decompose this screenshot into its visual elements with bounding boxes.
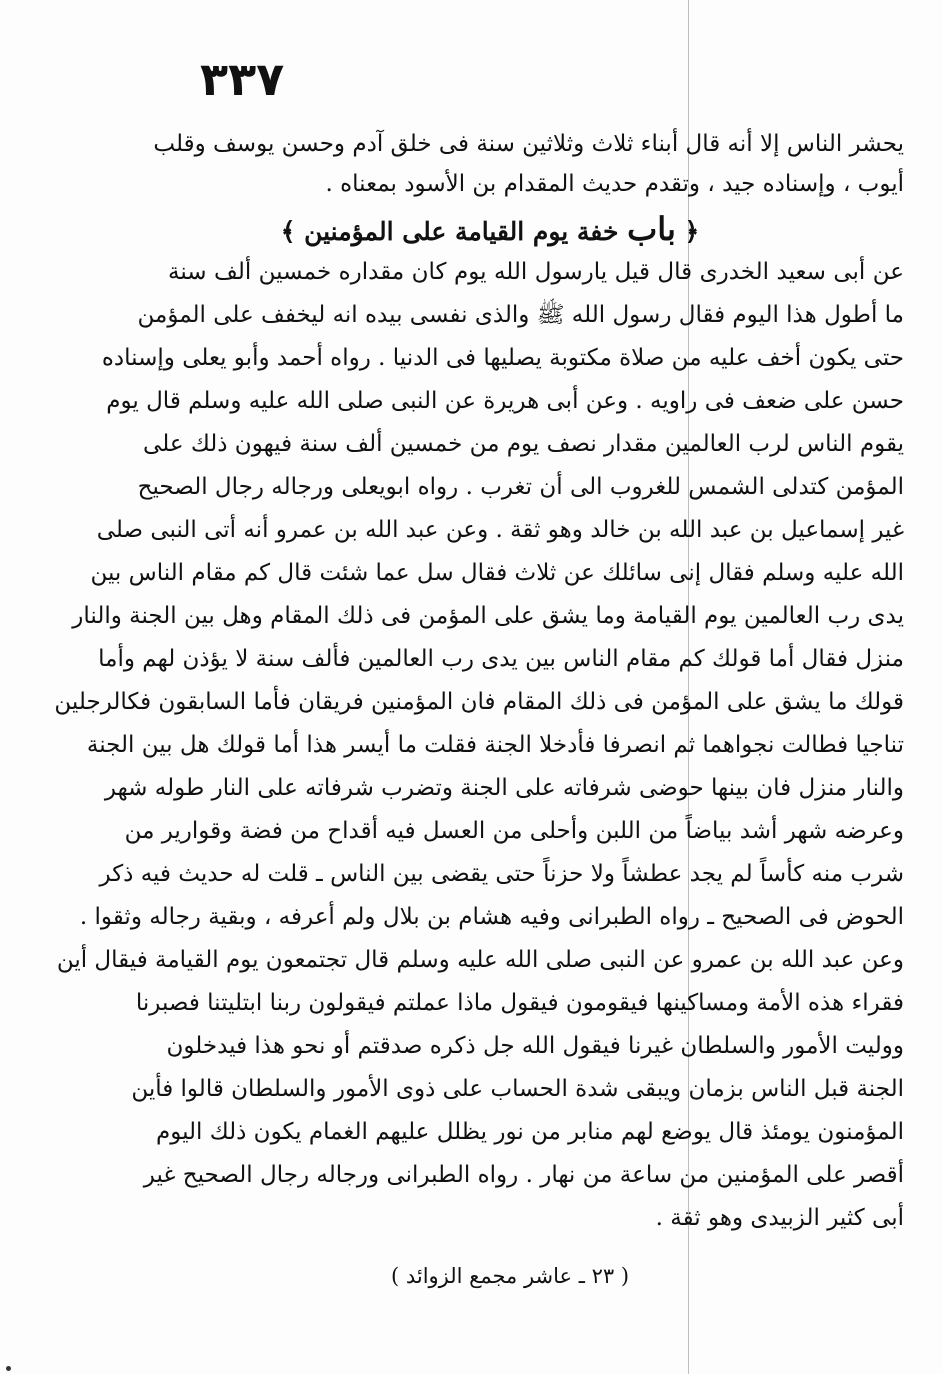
body-line: غير إسماعيل بن عبد الله بن خالد وهو ثقة . وعن عبد الله بن عمرو أنه أتى النبى صلى — [96, 517, 904, 543]
body-line: الله عليه وسلم فقال إنى سائلك عن ثلاث فقال سل عما شئت قال كم مقام الناس بين — [90, 560, 904, 586]
body-line: ووليت الأمور والسلطان غيرنا فيقول الله جل ذكره صدقتم أو نحو هذا فيدخلون — [166, 1033, 904, 1059]
scan-speck — [6, 1366, 11, 1371]
body-line: عن أبى سعيد الخدرى قال قيل يارسول الله يوم كان مقداره خمسين ألف سنة — [168, 259, 904, 285]
body-line: يقوم الناس لرب العالمين مقدار نصف يوم من خمسين ألف سنة فيهون ذلك على — [143, 431, 904, 457]
heading-bracket-open: ﴿ — [684, 217, 700, 246]
body-line: الحوض فى الصحيح ـ رواه الطبرانى وفيه هشام بن بلال ولم أعرفه ، وبقية رجاله وثقوا . — [79, 904, 904, 930]
body-line: منزل فقال أما قولك كم مقام الناس بين يدى رب العالمين فألف سنة لا يؤذن لهم وأما — [98, 646, 904, 672]
body-line: شرب منه كأساً لم يجد عطشاً ولا حزناً حتى يقضى بين الناس ـ قلت له حديث فيه ذكر — [99, 861, 904, 887]
body-line: والنار منزل فان بينها حوضى شرفاته على الجنة وتضرب شرفاته على النار طوله شهر — [104, 775, 904, 801]
body-line: فقراء هذه الأمة ومساكينها فيقومون فيقول ماذا عملتم فيقولون ربنا ابتليتنا فصبرنا — [135, 990, 904, 1016]
heading-title: خفة يوم القيامة على المؤمنين — [304, 217, 619, 246]
chapter-heading — [280, 206, 700, 252]
body-line: المؤمنون يومئذ قال يوضع لهم منابر من نور يظلل عليهم الغمام يكون ذلك اليوم — [155, 1119, 904, 1145]
body-line: وعرضه شهر أشد بياضاً من اللبن وأحلى من العسل فيه أقداح من فضة وقوارير من — [124, 818, 904, 844]
intro-line: أيوب ، وإسناده جيد ، وتقدم حديث المقدام بن الأسود بمعناه . — [325, 171, 904, 197]
page-number: ٣٣٧ — [200, 52, 285, 106]
body-line: تناجيا فطالت نجواهما ثم انصرفا فأدخلا الجنة فقلت ما أيسر هذا أما قولك هل بين الجنة — [86, 732, 904, 758]
body-line: يدى رب العالمين يوم القيامة وما يشق على المؤمن فى ذلك المقام وهل بين الجنة والنار — [72, 603, 904, 629]
intro-line: يحشر الناس إلا أنه قال أبناء ثلاث وثلاثين سنة فى خلق آدم وحسن يوسف وقلب — [153, 131, 904, 157]
body-line: الجنة قبل الناس بزمان ويبقى شدة الحساب على ذوى الأمور والسلطان قالوا فأين — [131, 1076, 904, 1102]
body-line: أقصر على المؤمنين من ساعة من نهار . رواه الطبرانى ورجاله رجال الصحيح غير — [143, 1162, 904, 1188]
heading-bracket-close: ﴾ — [280, 217, 296, 246]
body-line: حتى يكون أخف عليه من صلاة مكتوبة يصليها فى الدنيا . رواه أحمد وأبو يعلى وإسناده — [101, 345, 904, 371]
body-line: حسن على ضعف فى راويه . وعن أبى هريرة عن النبى صلى الله عليه وسلم قال يوم — [106, 388, 904, 414]
body-line: أبى كثير الزبيدى وهو ثقة . — [655, 1205, 904, 1231]
body-line: قولك ما يشق على المؤمن فى ذلك المقام فان المؤمنين فريقان فأما السابقون فكالرجلين — [54, 689, 904, 715]
footer-signature: ( ٢٣ ـ عاشر مجمع الزوائد ) — [390, 1264, 630, 1288]
heading-bab-word: باب — [627, 210, 676, 248]
body-line: ما أطول هذا اليوم فقال رسول الله ﷺ والذى نفسى بيده انه ليخفف على المؤمن — [137, 302, 904, 328]
body-line: وعن عبد الله بن عمرو عن النبى صلى الله عليه وسلم قال تجتمعون يوم القيامة فيقال أين — [56, 947, 904, 973]
body-line: المؤمن كتدلى الشمس للغروب الى أن تغرب . رواه ابويعلى ورجاله رجال الصحيح — [137, 474, 904, 500]
